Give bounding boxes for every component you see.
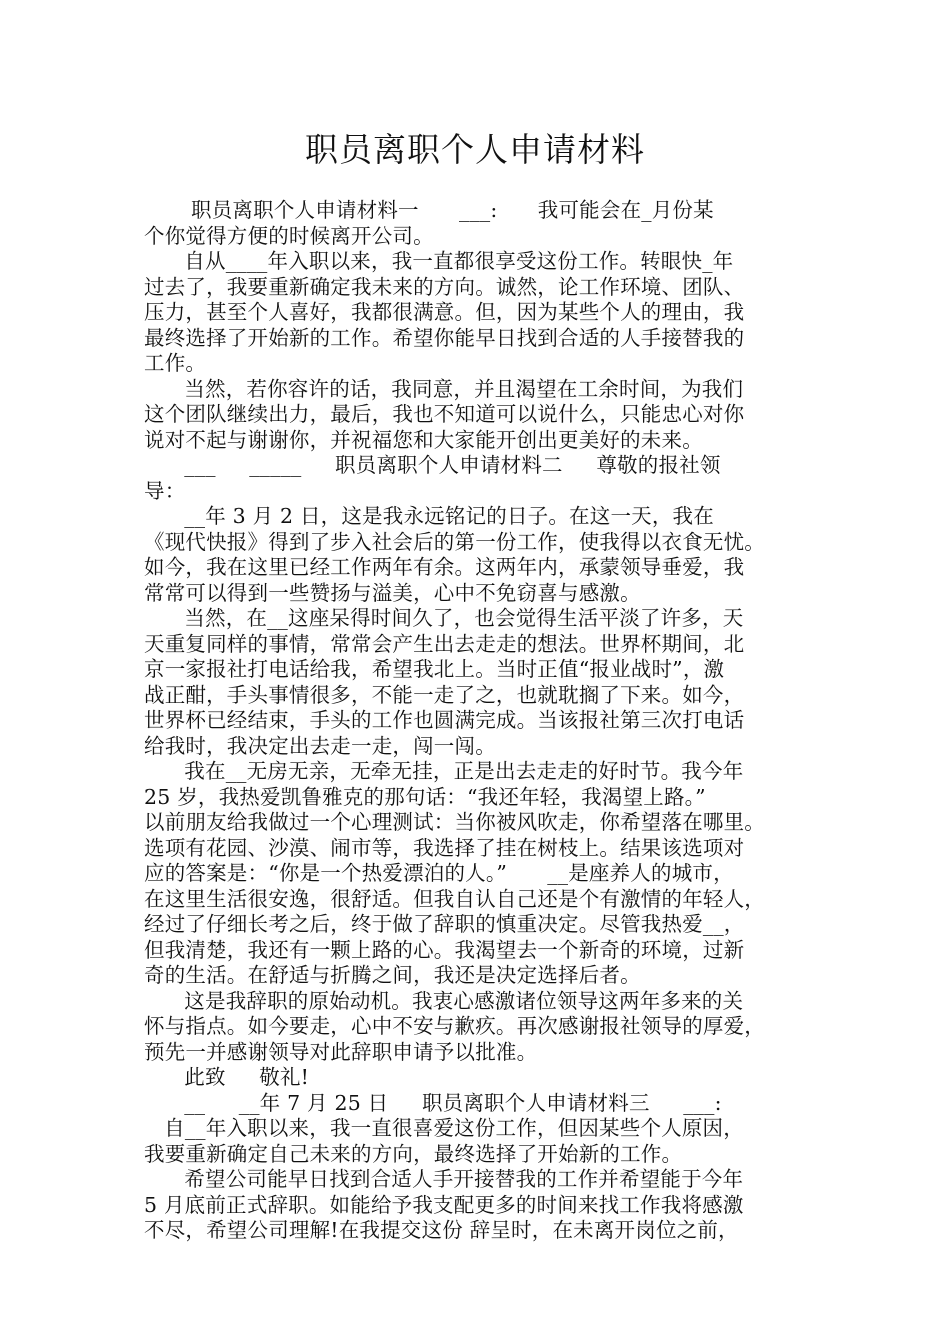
body-text-line: 天重复同样的事情，常常会产生出去走走的想法。世界杯期间，北 <box>144 631 745 656</box>
body-text-line: ___ _____ 职员离职个人申请材料二 尊敬的报社领 <box>144 453 721 477</box>
body-text-line: 自__年入职以来，我一直很喜爱这份工作，但因某些个人原因， <box>144 1116 744 1140</box>
body-text-line: 工作。 <box>144 351 207 375</box>
body-text-line: 在这里生活很安逸，很舒适。但我自认自己还是个有激情的年轻人， <box>144 886 765 911</box>
body-text-line: 5 月底前正式辞职。如能给予我支配更多的时间来找工作我将感激 <box>144 1192 744 1217</box>
body-text-line: 不尽，希望公司理解!在我提交这份 辞呈时，在未离开岗位之前， <box>144 1218 739 1242</box>
body-text-line: __ __年 7 月 25 日 职员离职个人申请材料三 ___: <box>144 1090 722 1115</box>
body-text-line: 自从____年入职以来，我一直都很享受这份工作。转眼快_年 <box>144 249 734 273</box>
body-text-line: 我要重新确定自己未来的方向，最终选择了开始新的工作。 <box>144 1141 683 1166</box>
body-text-line: 《现代快报》得到了步入社会后的第一份工作，使我得以衣食无忧。 <box>144 529 765 554</box>
body-text-line: 奇的生活。在舒适与折腾之间，我还是决定选择后者。 <box>144 963 641 987</box>
body-text-line: 这是我辞职的原始动机。我衷心感激诸位领导这两年多来的关 <box>144 988 744 1013</box>
body-text-line: 世界杯已经结束，手头的工作也圆满完成。当该报社第三次打电话 <box>144 708 745 732</box>
body-text-line: 经过了仔细长考之后，终于做了辞职的慎重决定。尽管我热爱__， <box>144 912 745 936</box>
body-text-line: 过去了，我要重新确定我未来的方向。诚然，论工作环境、团队、 <box>144 274 745 299</box>
body-text-line: 常常可以得到一些赞扬与溢美，心中不免窃喜与感激。 <box>144 580 641 605</box>
body-text-line: 这个团队继续出力，最后，我也不知道可以说什么，只能忠心对你 <box>144 402 745 426</box>
body-text-line: 但我清楚，我还有一颗上路的心。我渴望去一个新奇的环境，过新 <box>144 937 745 962</box>
body-text-line: 压力，甚至个人喜好，我都很满意。但，因为某些个人的理由，我 <box>144 300 745 324</box>
body-text-line: 希望公司能早日找到合适人手开接替我的工作并希望能于今年 <box>144 1167 744 1191</box>
body-text-line: 个你觉得方便的时候离开公司。 <box>144 223 434 248</box>
document-title: 职员离职个人申请材料 <box>305 130 645 169</box>
body-text-line: 导： <box>144 478 186 503</box>
body-text-line: 说对不起与谢谢你，并祝福您和大家能开创出更美好的未来。 <box>144 427 703 452</box>
body-text-line: 当然，在__这座呆得时间久了，也会觉得生活平淡了许多，天 <box>144 606 744 630</box>
body-text-line: 如今，我在这里已经工作两年有余。这两年内，承蒙领导垂爱，我 <box>144 555 745 579</box>
body-text-line: 此致 敬礼! <box>144 1065 310 1089</box>
body-text-line: 以前朋友给我做过一个心理测试：当你被风吹走，你希望落在哪里。 <box>144 810 765 834</box>
body-text-line: 怀与指点。如今要走，心中不安与歉疚。再次感谢报社领导的厚爱， <box>144 1014 765 1038</box>
body-text-line: 给我时，我决定出去走一走，闯一闯。 <box>144 733 496 758</box>
body-text-line: 战正酣，手头事情很多，不能一走了之，也就耽搁了下来。如今， <box>144 682 745 707</box>
body-text-line: 我在__无房无亲，无牵无挂，正是出去走走的好时节。我今年 <box>144 759 744 783</box>
body-text-line: 选项有花园、沙漠、闹市等，我选择了挂在树枝上。结果该选项对 <box>144 835 745 860</box>
body-text-line: 当然，若你容许的话，我同意，并且渴望在工余时间，为我们 <box>144 376 744 401</box>
body-text-line: 预先一并感谢领导对此辞职申请予以批准。 <box>144 1039 538 1064</box>
body-text-line: 京一家报社打电话给我，希望我北上。当时正值“报业战时”，激 <box>144 657 725 681</box>
document-body <box>144 198 814 1244</box>
body-text-line: 职员离职个人申请材料一 ___: 我可能会在_月份某 <box>144 198 714 222</box>
body-text-line: 应的答案是：“你是一个热爱漂泊的人。” __是座养人的城市， <box>144 861 734 885</box>
body-text-line: 最终选择了开始新的工作。希望你能早日找到合适的人手接替我的 <box>144 325 745 350</box>
body-text-line: __年 3 月 2 日，这是我永远铭记的日子。在这一天，我在 <box>144 504 714 528</box>
body-text-line: 25 岁，我热爱凯鲁雅克的那句话：“我还年轻，我渴望上路。” <box>144 784 706 809</box>
